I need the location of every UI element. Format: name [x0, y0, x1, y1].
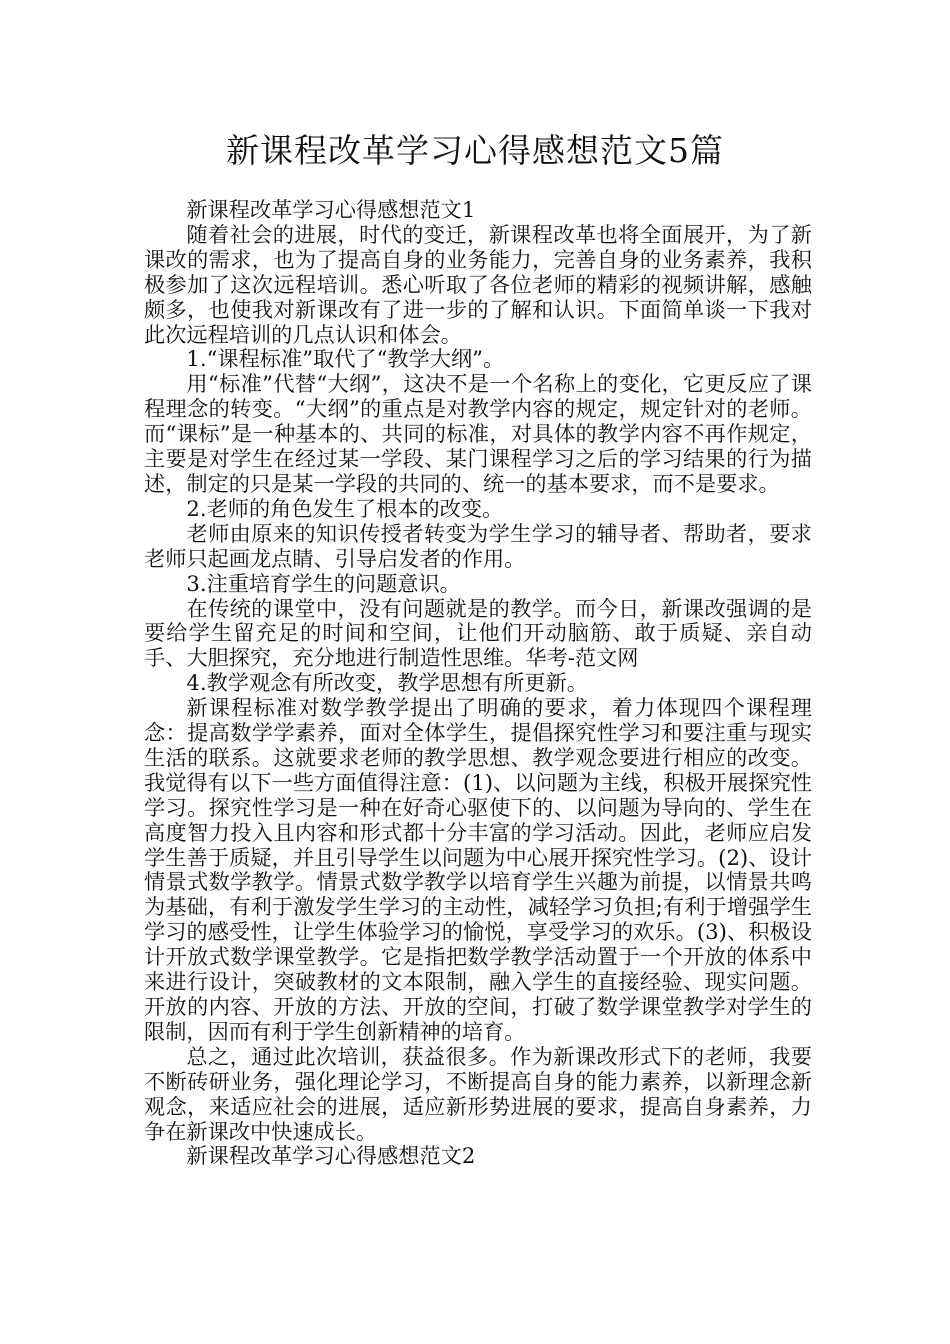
- paragraph: 新课程标准对数学教学提出了明确的要求，着力体现四个课程理念：提高数学学素养，面对全体学生，提倡探究性学习和要注重与现实生活的联系。这就要求老师的教学思想、教学观念要进行相应的改变。我觉得有以下一些方面值得注意：(1)、以问题为主线，积极开展探究性学习。探究性学习是一种在好奇心驱使下的、以问题为导向的、学生在高度智力投入且内容和形式都十分丰富的学习活动。因此，老师应启发学生善于质疑，并且引导学生以问题为中心展开探究性学习。(2)、设计情景式数学教学。情景式数学教学以培育学生兴趣为前提，以情景共鸣为基础，有利于激发学生学习的主动性，减轻学习负担;有利于增强学生学习的感受性，让学生体验学习的愉悦，享受学习的欢乐。(3)、积极设计开放式数学课堂教学。它是指把数学教学活动置于一个开放的体系中来进行设计，突破教材的文本限制，融入学生的直接经验、现实问题。开放的内容、开放的方法、开放的空间，打破了数学课堂教学对学生的限制，因而有利于学生创新精神的培育。: [144, 695, 812, 1044]
- section-heading: 2.老师的角色发生了根本的改变。: [186, 495, 504, 521]
- essay-heading: 新课程改革学习心得感想范文2: [186, 1143, 476, 1169]
- section-heading: 3.注重培育学生的问题意识。: [186, 570, 461, 596]
- paragraph: 总之，通过此次培训，获益很多。作为新课改形式下的老师，我要不断砖研业务，强化理论学习，不断提高自身的能力素养，以新理念新观念，来适应社会的进展，适应新形势进展的要求，提高自身素养，力争在新课改中快速成长。: [144, 1043, 812, 1144]
- section-heading: 1.“课程标准”取代了“教学大纲”。: [186, 346, 505, 372]
- document-body: [144, 198, 812, 1169]
- paragraph: 用“标准”代替“大纲”，这决不是一个名称上的变化，它更反应了课程理念的转变。“大纲”的重点是对教学内容的规定，规定针对的老师。而“课标”是一种基本的、共同的标准，对具体的教学内容不再作规定，主要是对学生在经过某一学段、某门课程学习之后的学习结果的行为描述，制定的只是某一学段的共同的、统一的基本要求，而不是要求。: [144, 371, 812, 496]
- section-heading: 4.教学观念有所改变，教学思想有所更新。: [186, 670, 588, 696]
- paragraph: 在传统的课堂中，没有问题就是的教学。而今日，新课改强调的是要给学生留充足的时间和空间，让他们开动脑筋、敢于质疑、亲自动手、大胆探究，充分地进行制造性思维。华考-范文网: [144, 595, 812, 671]
- document-title: 新课程改革学习心得感想范文5篇: [226, 131, 724, 170]
- paragraph: 随着社会的进展，时代的变迁，新课程改革也将全面展开，为了新课改的需求，也为了提高自身的业务能力，完善自身的业务素养，我积极参加了这次远程培训。悉心听取了各位老师的精彩的视频讲解，感触颇多，也使我对新课改有了进一步的了解和认识。下面简单谈一下我对此次远程培训的几点认识和体会。: [144, 221, 812, 347]
- paragraph: 老师由原来的知识传授者转变为学生学习的辅导者、帮助者，要求老师只起画龙点睛、引导启发者的作用。: [144, 520, 812, 571]
- essay-heading: 新课程改革学习心得感想范文1: [186, 197, 476, 222]
